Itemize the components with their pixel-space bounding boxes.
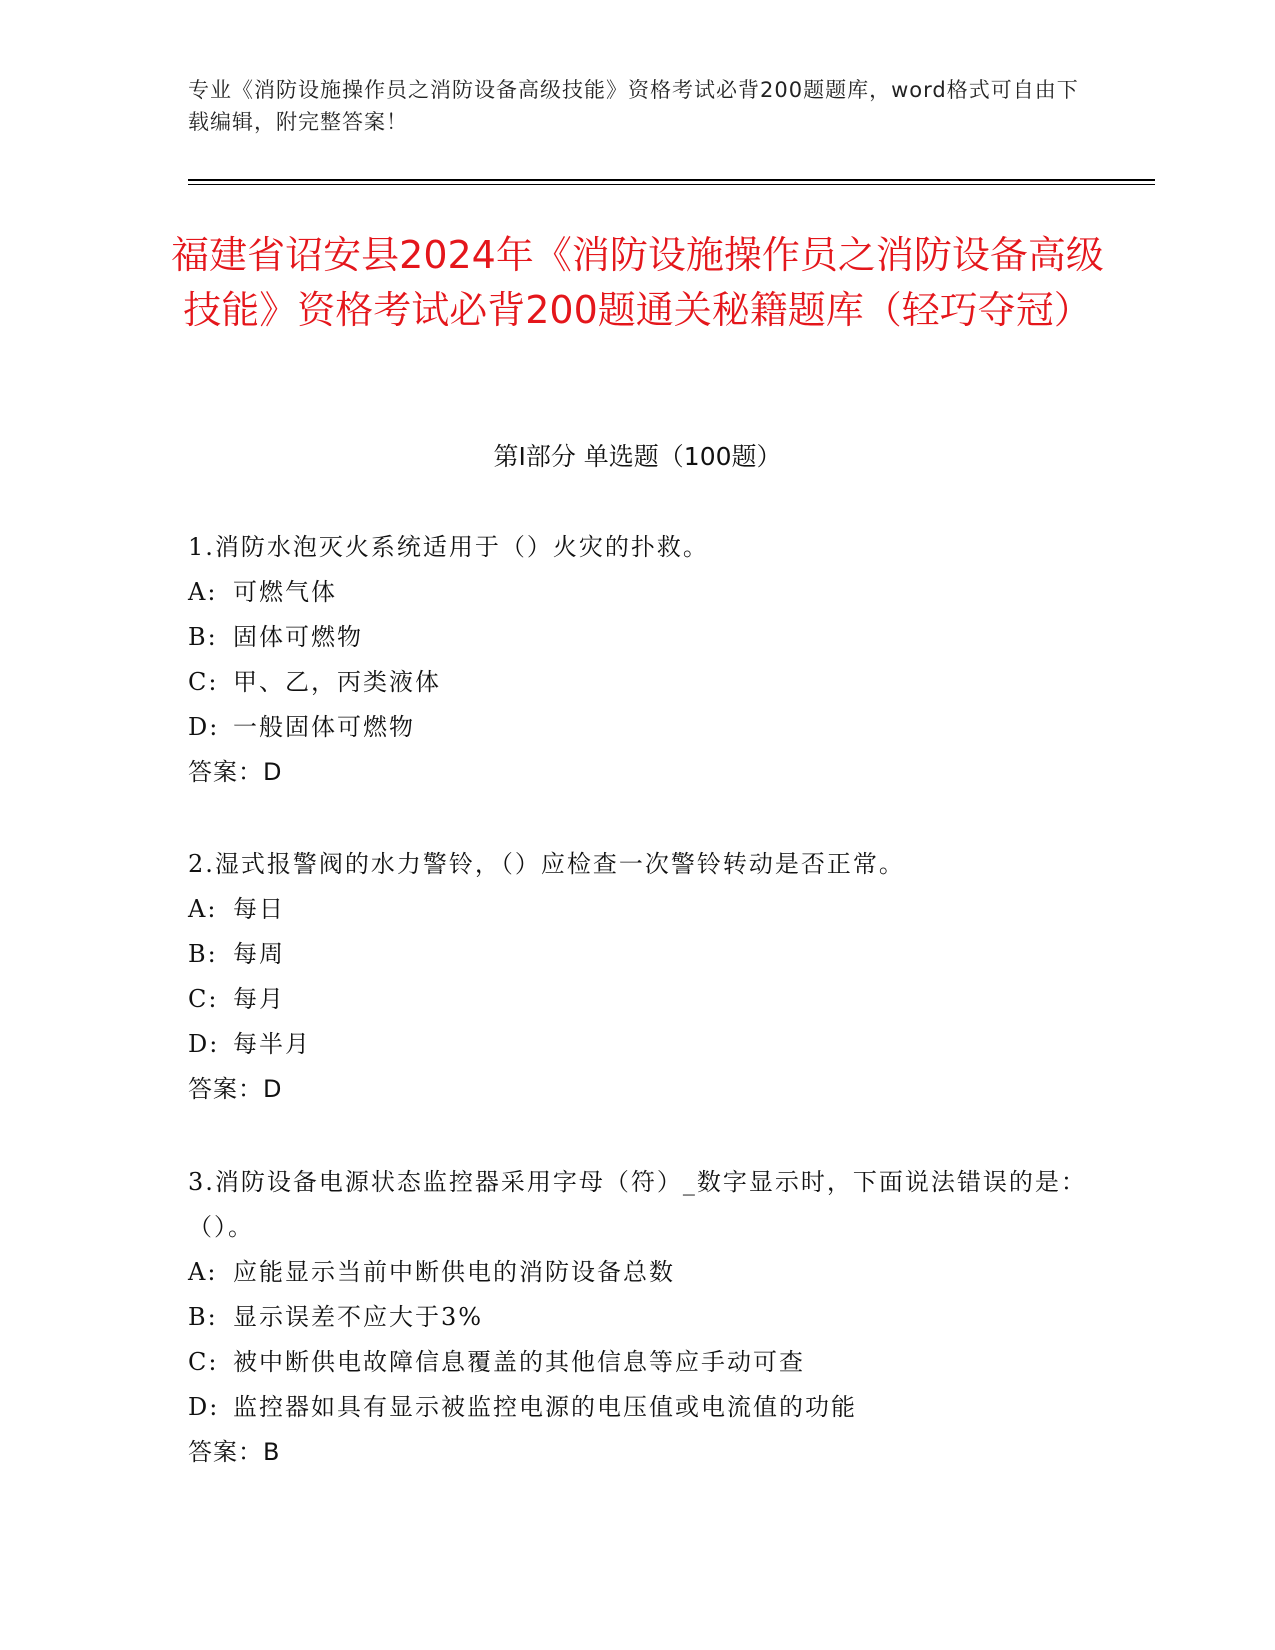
option-key: D: <box>188 1030 220 1058</box>
option-d <box>188 1022 1088 1067</box>
question-stem: 3.消防设备电源状态监控器采用字母（符）_数字显示时，下面说法错误的是：（）。 <box>188 1168 1087 1241</box>
option-c <box>188 977 1088 1022</box>
option-b <box>188 1295 1088 1340</box>
option-key: B: <box>188 623 218 651</box>
question-3 <box>188 1160 1088 1475</box>
option-text: 每半月 <box>233 1030 311 1058</box>
question-answer: 答案：D <box>188 758 283 786</box>
header-divider-thin <box>188 184 1155 185</box>
option-text: 显示误差不应大于3% <box>233 1303 484 1331</box>
question-answer: 答案：B <box>188 1438 281 1466</box>
section-heading: 第Ⅰ部分 单选题（100题） <box>493 442 782 471</box>
option-b <box>188 615 1088 660</box>
option-text: 被中断供电故障信息覆盖的其他信息等应手动可查 <box>233 1348 805 1376</box>
question-answer: 答案：D <box>188 1075 283 1103</box>
option-text: 监控器如具有显示被监控电源的电压值或电流值的功能 <box>233 1393 857 1421</box>
option-key: B: <box>188 1303 218 1331</box>
option-text: 甲、乙，丙类液体 <box>233 668 441 696</box>
option-a <box>188 1250 1088 1295</box>
option-text: 应能显示当前中断供电的消防设备总数 <box>233 1258 675 1286</box>
option-d <box>188 705 1088 750</box>
question-stem: 1.消防水泡灭火系统适用于（）火灾的扑救。 <box>188 533 709 561</box>
option-text: 可燃气体 <box>233 578 337 606</box>
question-2 <box>188 842 1088 1112</box>
option-text: 固体可燃物 <box>233 623 363 651</box>
option-a <box>188 570 1088 615</box>
option-key: A: <box>188 578 218 606</box>
option-key: C: <box>188 985 219 1013</box>
option-c <box>188 660 1088 705</box>
option-text: 每月 <box>233 985 285 1013</box>
option-key: D: <box>188 713 220 741</box>
question-1 <box>188 525 1088 795</box>
question-stem: 2.湿式报警阀的水力警铃，（）应检查一次警铃转动是否正常。 <box>188 850 905 878</box>
option-c <box>188 1340 1088 1385</box>
header-note: 专业《消防设施操作员之消防设备高级技能》资格考试必背200题题库，word格式可自由下载编辑，附完整答案！ <box>188 78 1079 134</box>
option-text: 一般固体可燃物 <box>233 713 415 741</box>
option-a <box>188 887 1088 932</box>
option-b <box>188 932 1088 977</box>
option-key: C: <box>188 1348 219 1376</box>
option-text: 每日 <box>233 895 285 923</box>
document-title: 福建省诏安县2024年《消防设施操作员之消防设备高级技能》资格考试必背200题通关秘籍题库（轻巧夺冠） <box>171 233 1104 332</box>
option-key: A: <box>188 1258 218 1286</box>
option-key: A: <box>188 895 218 923</box>
option-text: 每周 <box>233 940 285 968</box>
option-d <box>188 1385 1088 1430</box>
option-key: B: <box>188 940 218 968</box>
header-divider-thick <box>188 179 1155 181</box>
option-key: D: <box>188 1393 220 1421</box>
option-key: C: <box>188 668 219 696</box>
